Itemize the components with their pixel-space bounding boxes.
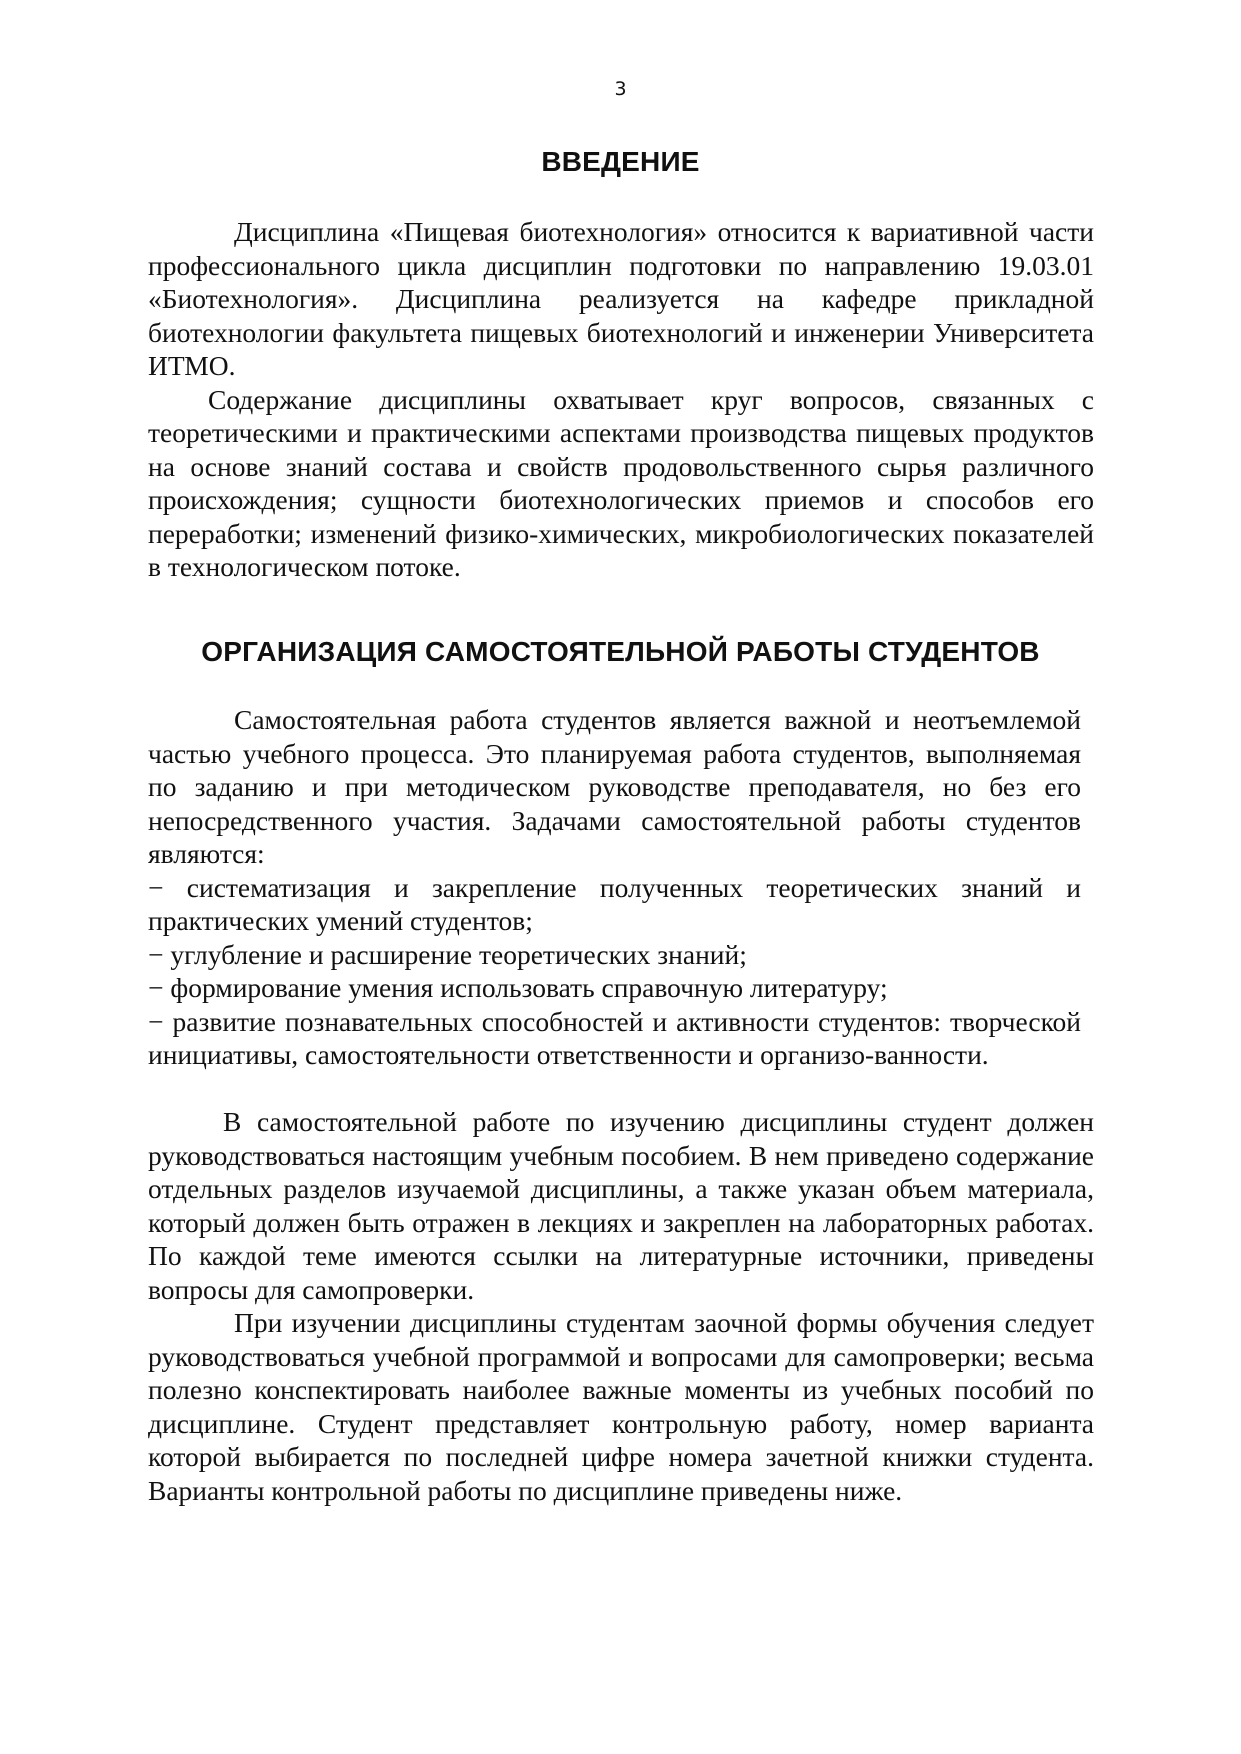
intro-paragraph: Дисциплина «Пищевая биотехнология» относится к вариативной части профессионального цикла дисциплин подготовки по направлению 19.03.01 «Биотехнология». Дисциплина реализуется на кафедре прикладной биотехнологии факультета пищевых биотехнологий и инженерии Университета ИТМО. bbox=[148, 216, 1094, 381]
organization-intro-paragraph: Самостоятельная работа студентов является важной и неотъемлемой частью учебного процесса. Это планируемая работа студентов, выполняемая по заданию и при методическом руководстве преподавателя, но без его непосредственного участия. Задачами самостоятельной работы студентов являются: bbox=[148, 704, 1081, 869]
task-list-item: − систематизация и закрепление полученных теоретических знаний и практических умений студентов; bbox=[148, 871, 1081, 936]
task-list-item: − углубление и расширение теоретических знаний; bbox=[148, 938, 747, 970]
intro-section bbox=[148, 215, 1094, 584]
guidance-paragraph: При изучении дисциплины студентам заочной формы обучения следует руководствоваться учебной программой и вопросами для самопроверки; весьма полезно конспектировать наиболее важные моменты из учебных пособий по дисциплине. Студент представляет контрольную работу, номер варианта которой выбирается по последней цифре номера зачетной книжки студента. Варианты контрольной работы по дисциплине приведены ниже. bbox=[148, 1307, 1094, 1506]
page-number: 3 bbox=[614, 78, 627, 100]
organization-heading: ОРГАНИЗАЦИЯ САМОСТОЯТЕЛЬНОЙ РАБОТЫ СТУДЕНТОВ bbox=[201, 636, 1040, 667]
task-list-item: − формирование умения использовать справочную литературу; bbox=[148, 972, 888, 1003]
organization-section bbox=[148, 703, 1081, 1072]
guidance-section bbox=[148, 1105, 1094, 1507]
intro-heading: ВВЕДЕНИЕ bbox=[541, 146, 700, 177]
guidance-paragraph: В самостоятельной работе по изучению дисциплины студент должен руководствоваться настоящим учебным пособием. В нем приведено содержание отдельных разделов изучаемой дисциплины, а также указан объем материала, который должен быть отражен в лекциях и закреплен на лабораторных работах. По каждой теме имеются ссылки на литературные источники, приведены вопросы для самопроверки. bbox=[148, 1106, 1094, 1305]
task-list-item: − развитие познавательных способностей и активности студентов: творческой инициативы, самостоятельности ответственности и организо-ванности. bbox=[148, 1005, 1081, 1070]
intro-paragraph: Содержание дисциплины охватывает круг вопросов, связанных с теоретическими и практическими аспектами производства пищевых продуктов на основе знаний состава и свойств продовольственного сырья различного происхождения; сущности биотехнологических приемов и способов его переработки; изменений физико-химических, микробиологических показателей в технологическом потоке. bbox=[148, 383, 1094, 582]
